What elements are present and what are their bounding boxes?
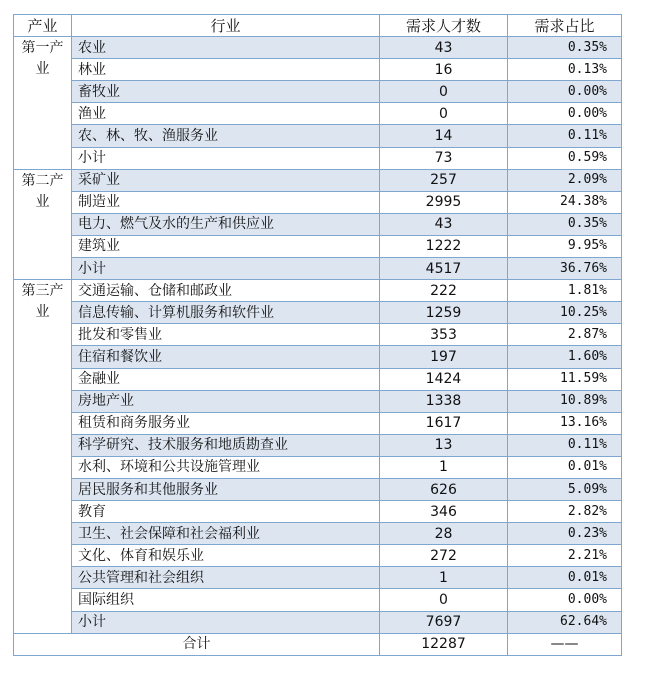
industry-cell: 农业	[72, 37, 380, 59]
industry-cell: 科学研究、技术服务和地质勘查业	[72, 434, 380, 456]
industry-cell: 房地产业	[72, 390, 380, 412]
demand-count-cell: 14	[380, 125, 508, 147]
header-row	[14, 15, 622, 37]
industry-cell: 渔业	[72, 103, 380, 125]
table-row	[14, 478, 622, 500]
table-row	[14, 523, 622, 545]
demand-share-cell: 9.95%	[508, 235, 622, 257]
demand-share-cell: 24.38%	[508, 191, 622, 213]
demand-count-cell: 1424	[380, 368, 508, 390]
demand-share-cell: 0.13%	[508, 59, 622, 81]
demand-count-cell: 1617	[380, 412, 508, 434]
demand-count-cell: 1	[380, 567, 508, 589]
industry-cell: 租赁和商务服务业	[72, 412, 380, 434]
header-demand-share: 需求占比	[508, 15, 622, 37]
table-row	[14, 456, 622, 478]
table-row	[14, 213, 622, 235]
table-row	[14, 412, 622, 434]
industry-demand-table	[13, 14, 622, 656]
table-body	[14, 37, 622, 634]
total-share: ——	[508, 633, 622, 655]
demand-count-cell: 272	[380, 545, 508, 567]
industry-cell: 国际组织	[72, 589, 380, 611]
industry-cell: 居民服务和其他服务业	[72, 478, 380, 500]
demand-share-cell: 10.25%	[508, 302, 622, 324]
table-row	[14, 258, 622, 280]
industry-cell: 采矿业	[72, 169, 380, 191]
table-row	[14, 191, 622, 213]
demand-share-cell: 0.01%	[508, 567, 622, 589]
demand-count-cell: 43	[380, 37, 508, 59]
table-row	[14, 147, 622, 169]
table-row	[14, 324, 622, 346]
industry-cell: 公共管理和社会组织	[72, 567, 380, 589]
demand-share-cell: 36.76%	[508, 258, 622, 280]
table-row	[14, 59, 622, 81]
demand-share-cell: 11.59%	[508, 368, 622, 390]
table-row	[14, 169, 622, 191]
demand-count-cell: 1338	[380, 390, 508, 412]
table-row	[14, 611, 622, 633]
demand-count-cell: 73	[380, 147, 508, 169]
table-row	[14, 280, 622, 302]
header-sector: 产业	[14, 15, 72, 37]
table-row	[14, 346, 622, 368]
table-row	[14, 302, 622, 324]
total-label: 合计	[14, 633, 380, 655]
table-row	[14, 235, 622, 257]
industry-cell: 文化、体育和娱乐业	[72, 545, 380, 567]
demand-share-cell: 1.60%	[508, 346, 622, 368]
total-count: 12287	[380, 633, 508, 655]
demand-count-cell: 197	[380, 346, 508, 368]
demand-count-cell: 353	[380, 324, 508, 346]
demand-share-cell: 0.00%	[508, 589, 622, 611]
industry-cell: 交通运输、仓储和邮政业	[72, 280, 380, 302]
sector-name: 第三产业	[14, 280, 72, 634]
demand-share-cell: 10.89%	[508, 390, 622, 412]
demand-count-cell: 16	[380, 59, 508, 81]
table-row	[14, 125, 622, 147]
industry-cell: 林业	[72, 59, 380, 81]
total-row	[14, 633, 622, 655]
demand-count-cell: 7697	[380, 611, 508, 633]
sector-name: 第二产业	[14, 169, 72, 279]
header-industry: 行业	[72, 15, 380, 37]
table-row	[14, 567, 622, 589]
demand-share-cell: 5.09%	[508, 478, 622, 500]
demand-share-cell: 0.00%	[508, 81, 622, 103]
industry-cell: 畜牧业	[72, 81, 380, 103]
table-row	[14, 501, 622, 523]
demand-count-cell: 1222	[380, 235, 508, 257]
demand-count-cell: 222	[380, 280, 508, 302]
demand-share-cell: 2.87%	[508, 324, 622, 346]
industry-cell: 制造业	[72, 191, 380, 213]
header-demand-count: 需求人才数	[380, 15, 508, 37]
demand-count-cell: 4517	[380, 258, 508, 280]
demand-count-cell: 28	[380, 523, 508, 545]
demand-count-cell: 626	[380, 478, 508, 500]
industry-cell: 小计	[72, 611, 380, 633]
table-row	[14, 390, 622, 412]
demand-share-cell: 0.00%	[508, 103, 622, 125]
demand-count-cell: 346	[380, 501, 508, 523]
demand-count-cell: 0	[380, 589, 508, 611]
demand-share-cell: 2.82%	[508, 501, 622, 523]
demand-count-cell: 257	[380, 169, 508, 191]
industry-cell: 住宿和餐饮业	[72, 346, 380, 368]
demand-share-cell: 0.35%	[508, 213, 622, 235]
industry-cell: 建筑业	[72, 235, 380, 257]
table-row	[14, 37, 622, 59]
table-row	[14, 368, 622, 390]
sector-name: 第一产业	[14, 37, 72, 170]
industry-cell: 卫生、社会保障和社会福利业	[72, 523, 380, 545]
demand-count-cell: 13	[380, 434, 508, 456]
demand-count-cell: 0	[380, 81, 508, 103]
industry-cell: 金融业	[72, 368, 380, 390]
demand-share-cell: 62.64%	[508, 611, 622, 633]
table-row	[14, 103, 622, 125]
table-row	[14, 589, 622, 611]
demand-count-cell: 1259	[380, 302, 508, 324]
table-row	[14, 545, 622, 567]
demand-count-cell: 1	[380, 456, 508, 478]
industry-cell: 电力、燃气及水的生产和供应业	[72, 213, 380, 235]
demand-count-cell: 0	[380, 103, 508, 125]
industry-cell: 水利、环境和公共设施管理业	[72, 456, 380, 478]
demand-share-cell: 0.01%	[508, 456, 622, 478]
demand-share-cell: 0.11%	[508, 125, 622, 147]
table-row	[14, 81, 622, 103]
demand-share-cell: 0.23%	[508, 523, 622, 545]
industry-cell: 教育	[72, 501, 380, 523]
industry-cell: 农、林、牧、渔服务业	[72, 125, 380, 147]
demand-count-cell: 2995	[380, 191, 508, 213]
demand-share-cell: 1.81%	[508, 280, 622, 302]
table-container	[13, 14, 622, 656]
industry-cell: 批发和零售业	[72, 324, 380, 346]
demand-share-cell: 0.11%	[508, 434, 622, 456]
table-row	[14, 434, 622, 456]
industry-cell: 小计	[72, 258, 380, 280]
demand-share-cell: 2.09%	[508, 169, 622, 191]
demand-count-cell: 43	[380, 213, 508, 235]
industry-cell: 信息传输、计算机服务和软件业	[72, 302, 380, 324]
demand-share-cell: 0.59%	[508, 147, 622, 169]
demand-share-cell: 13.16%	[508, 412, 622, 434]
industry-cell: 小计	[72, 147, 380, 169]
demand-share-cell: 2.21%	[508, 545, 622, 567]
demand-share-cell: 0.35%	[508, 37, 622, 59]
